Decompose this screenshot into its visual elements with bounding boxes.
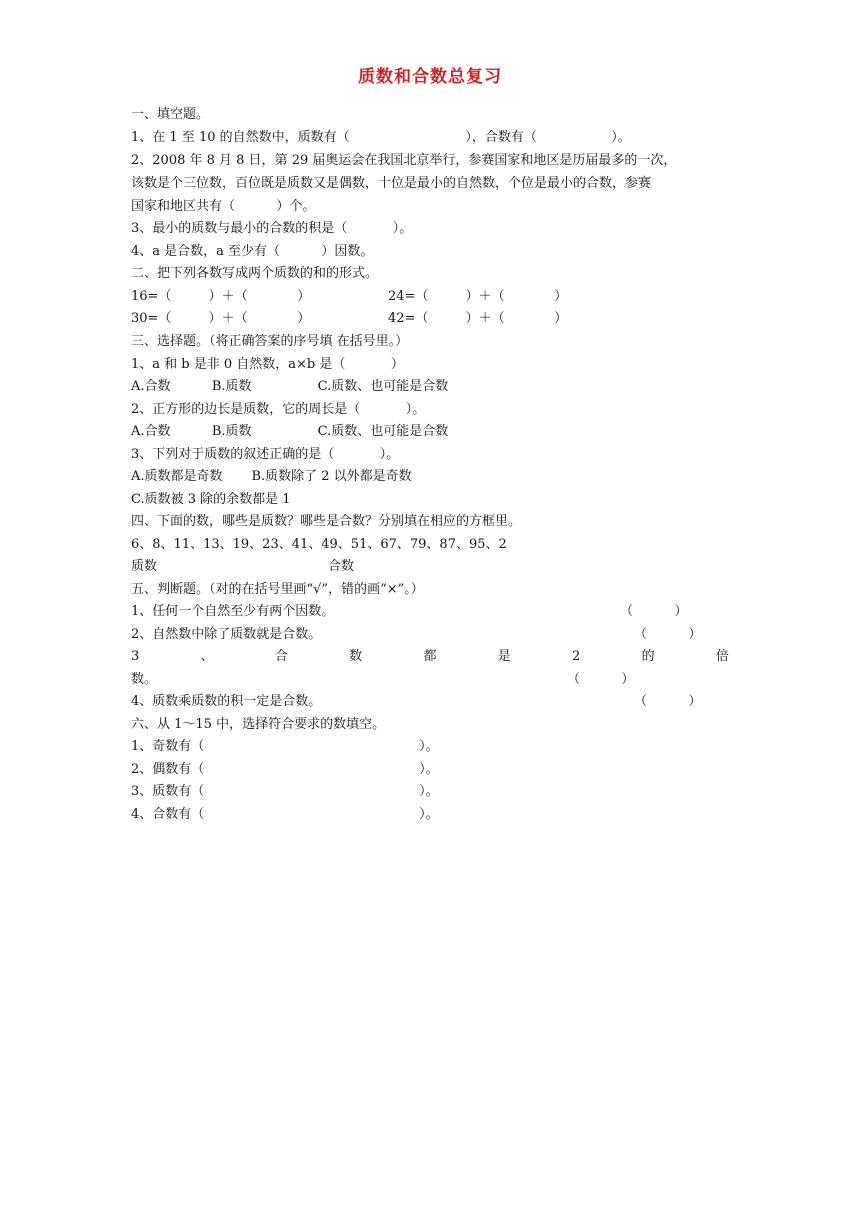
s5-question-2-answer: （ ） (634, 627, 702, 642)
s5-question-3-line-1 (131, 649, 729, 665)
s5-q3-token: 数 (349, 649, 363, 664)
s3-question-1-options: A.合数 B.质数 C.质数、也可能是合数 (131, 379, 449, 394)
s1-question-2-line-3: 国家和地区共有（ ）个。 (131, 199, 316, 214)
s2-row-1-left: 16=（ ）＋（ ） (131, 289, 311, 304)
s5-question-1-answer: （ ） (620, 604, 688, 619)
s1-question-2-line-1: 2、2008 年 8 月 8 日，第 29 届奥运会在我国北京举行，参赛国家和地区是历届最多的一次， (131, 153, 677, 168)
s3-question-3-option-c: C.质数被 3 除的余数都是 1 (131, 492, 291, 507)
s5-question-3-answer: （ ） (567, 672, 635, 687)
s5-question-4-answer: （ ） (634, 694, 702, 709)
s3-question-2: 2、正方形的边长是质数，它的周长是（ ）。 (131, 402, 426, 417)
s2-row-2-right: 42=（ ）＋（ ） (388, 311, 568, 326)
s5-question-1: 1、任何一个自然至少有两个因数。 (131, 604, 335, 619)
s5-question-3-line-2: 数。 (131, 672, 158, 687)
s5-q3-token: 是 (497, 649, 511, 664)
s6-question-3: 3、质数有（ ）。 (131, 784, 439, 799)
s4-prime-label: 质数 (131, 559, 158, 574)
s2-row-2-left: 30=（ ）＋（ ） (131, 311, 311, 326)
s5-q3-token: 合 (274, 649, 288, 664)
section-3-heading: 三、选择题。（将正确答案的序号填 在括号里。） (131, 334, 409, 349)
section-2-heading: 二、把下列各数写成两个质数的和的形式。 (131, 266, 379, 281)
section-5-heading: 五、判断题。（对的在括号里画“√”，错的画“×”。） (131, 582, 424, 597)
s2-row-1-right: 24=（ ）＋（ ） (388, 289, 568, 304)
s5-q3-token: 2 (572, 649, 581, 664)
s6-question-4: 4、合数有（ ）。 (131, 807, 439, 822)
s1-question-1: 1、在 1 至 10 的自然数中，质数有（ ），合数有（ ）。 (131, 130, 631, 145)
s1-question-4: 4、a 是合数，a 至少有（ ）因数。 (131, 244, 374, 259)
s6-question-2: 2、偶数有（ ）。 (131, 762, 439, 777)
s5-q3-token: 倍 (715, 649, 729, 664)
s3-question-2-options: A.合数 B.质数 C.质数、也可能是合数 (131, 424, 449, 439)
s5-question-2: 2、自然数中除了质数就是合数。 (131, 627, 322, 642)
s5-question-4: 4、质数乘质数的积一定是合数。 (131, 694, 322, 709)
s1-question-2-line-2: 该数是个三位数，百位既是质数又是偶数，十位是最小的自然数，个位是最小的合数，参赛 (131, 176, 652, 191)
s3-question-1: 1、a 和 b 是非 0 自然数，a×b 是（ ） (131, 357, 404, 372)
page-title: 质数和合数总复习 (358, 67, 502, 87)
s1-question-3: 3、最小的质数与最小的合数的积是（ ）。 (131, 221, 413, 236)
s5-q3-token: 、 (200, 649, 214, 664)
section-4-heading: 四、下面的数，哪些是质数？哪些是合数？分别填在相应的方框里。 (131, 514, 522, 529)
s4-composite-label: 合数 (328, 559, 355, 574)
section-6-heading: 六、从 1～15 中，选择符合要求的数填空。 (131, 717, 386, 732)
s4-number-list: 6、8、11、13、19、23、41、49、51、67、79、87、95、2 (131, 537, 507, 552)
s5-q3-token: 3 (131, 649, 140, 664)
s3-question-3: 3、下列对于质数的叙述正确的是（ ）。 (131, 447, 400, 462)
s5-q3-token: 都 (423, 649, 437, 664)
s3-question-3-options: A.质数都是奇数 B.质数除了 2 以外都是奇数 (131, 469, 412, 484)
s6-question-1: 1、奇数有（ ）。 (131, 739, 439, 754)
section-1-heading: 一、填空题。 (131, 107, 210, 122)
s5-q3-token: 的 (641, 649, 655, 664)
